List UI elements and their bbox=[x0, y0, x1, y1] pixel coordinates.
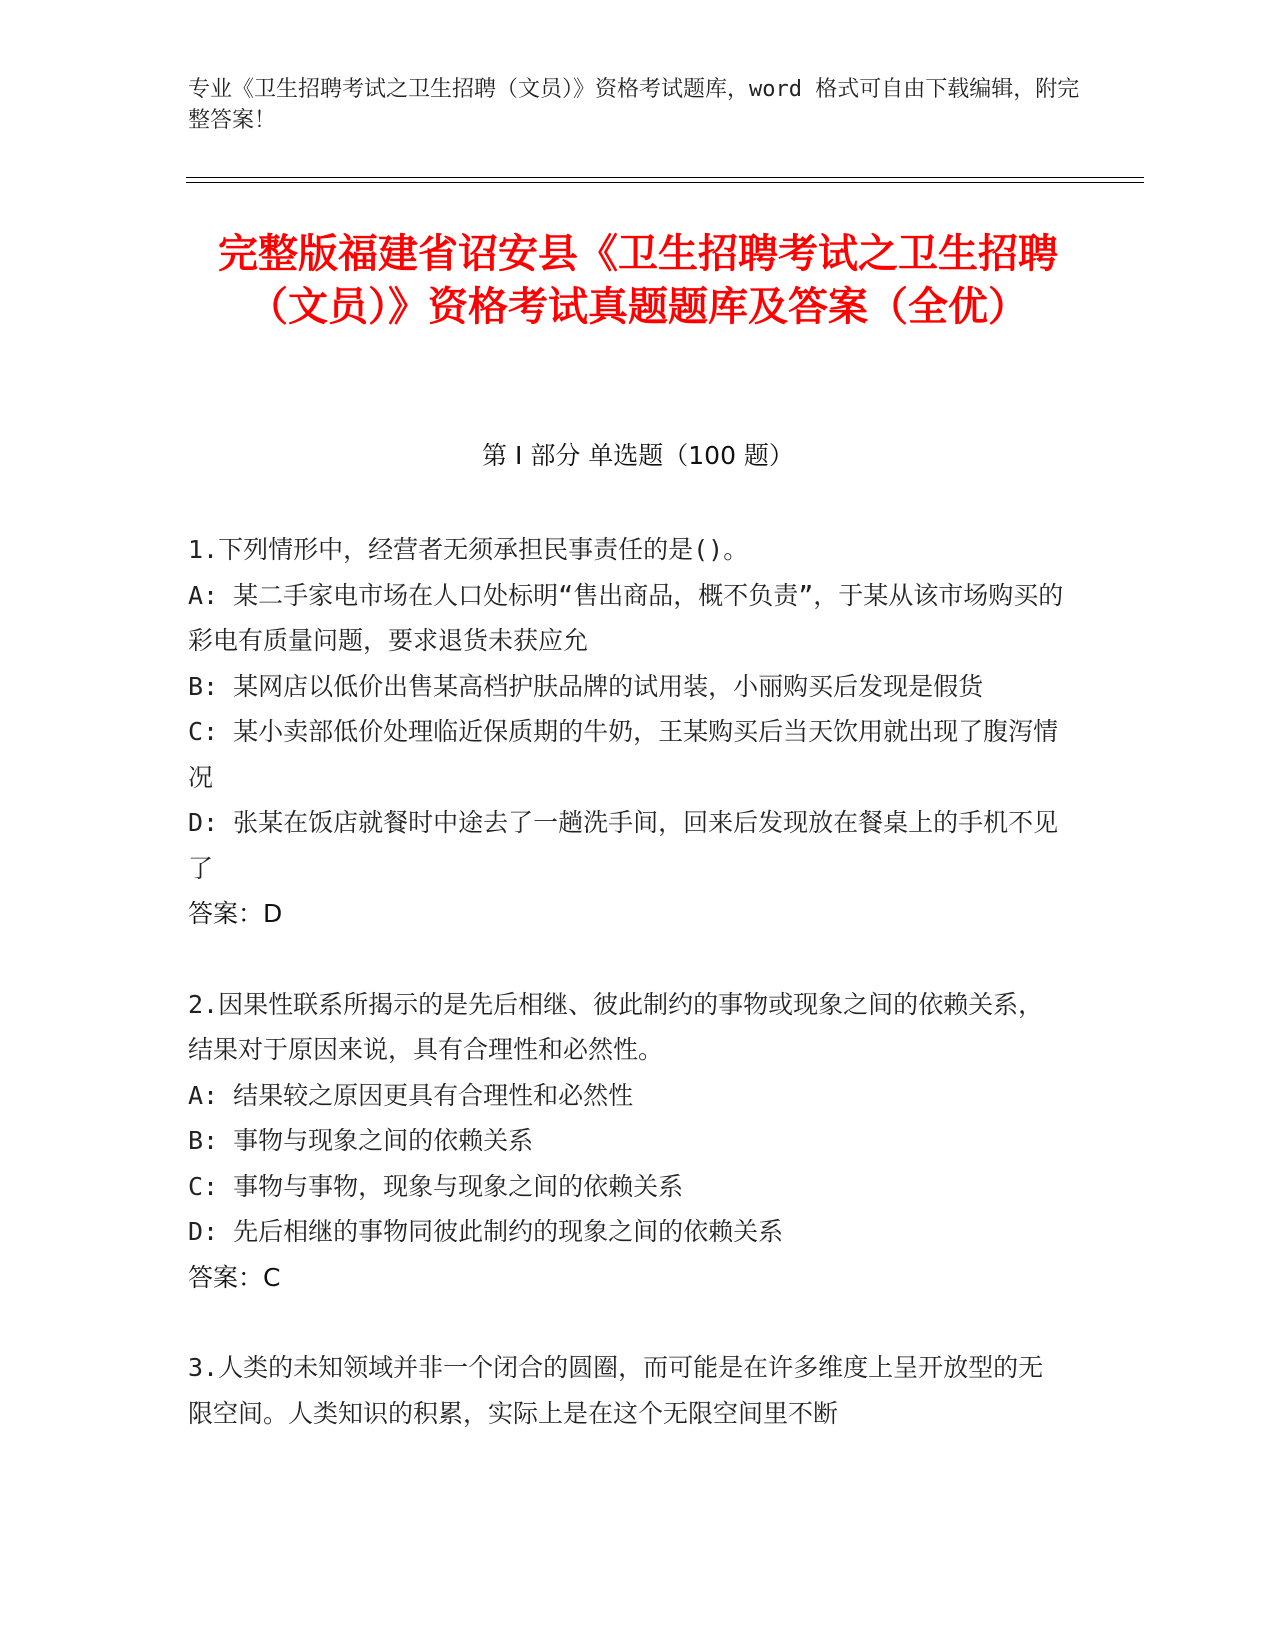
question-3 bbox=[188, 1345, 1068, 1436]
option-d: D: 先后相继的事物同彼此制约的现象之间的依赖关系 bbox=[188, 1217, 784, 1246]
option-c: C: 事物与事物，现象与现象之间的依赖关系 bbox=[188, 1171, 684, 1201]
question-1 bbox=[188, 527, 1068, 937]
header-divider-bottom bbox=[186, 182, 1144, 183]
question-list bbox=[188, 527, 1068, 1481]
section-title: 第 I 部分 单选题（100 题） bbox=[482, 441, 794, 470]
option-b: B: 事物与现象之间的依赖关系 bbox=[188, 1126, 534, 1155]
question-stem: 1.下列情形中，经营者无须承担民事责任的是()。 bbox=[188, 535, 749, 564]
option-a: A: 结果较之原因更具有合理性和必然性 bbox=[188, 1080, 634, 1110]
document-title: 完整版福建省诏安县《卫生招聘考试之卫生招聘（文员）》资格考试真题题库及答案（全优） bbox=[218, 231, 1058, 330]
option-d: D: 张某在饭店就餐时中途去了一趟洗手间，回来后发现放在餐桌上的手机不见了 bbox=[188, 808, 1059, 883]
option-b: B: 某网店以低价出售某高档护肤品牌的试用装，小丽购买后发现是假货 bbox=[188, 671, 984, 701]
answer-line: 答案：C bbox=[188, 1262, 281, 1292]
option-a: A: 某二手家电市场在人口处标明“售出商品，概不负责”，于某从该市场购买的彩电有质量问题，要求退货未获应允 bbox=[188, 580, 1064, 655]
header-note: 专业《卫生招聘考试之卫生招聘（文员）》资格考试题库，word 格式可自由下载编辑，附完整答案！ bbox=[188, 77, 1080, 133]
question-2 bbox=[188, 982, 1068, 1301]
answer-line: 答案：D bbox=[188, 899, 283, 928]
option-c: C: 某小卖部低价处理临近保质期的牛奶，王某购买后当天饮用就出现了腹泻情况 bbox=[188, 717, 1059, 792]
question-stem: 2.因果性联系所揭示的是先后相继、彼此制约的事物或现象之间的依赖关系，结果对于原因来说，具有合理性和必然性。 bbox=[188, 989, 1044, 1064]
header-divider-top bbox=[186, 177, 1144, 178]
question-stem: 3.人类的未知领域并非一个闭合的圆圈，而可能是在许多维度上呈开放型的无限空间。人类知识的积累，实际上是在这个无限空间里不断 bbox=[188, 1353, 1044, 1428]
